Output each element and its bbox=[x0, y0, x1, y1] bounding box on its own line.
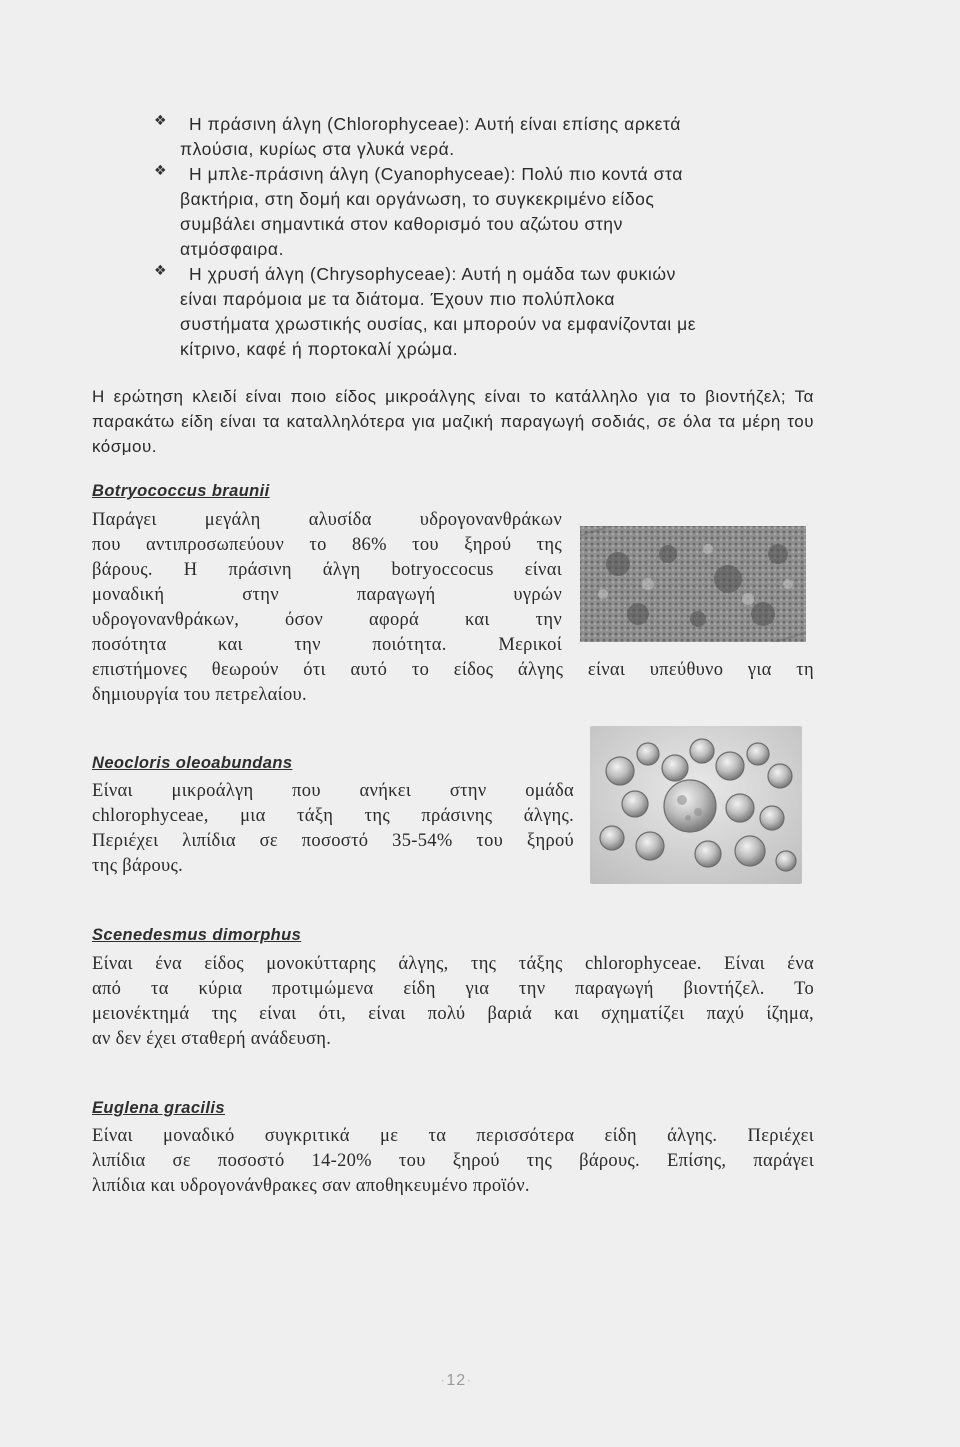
text-line: μοναδική στην παραγωγή υγρών bbox=[92, 585, 562, 605]
neocloris-micrograph-image bbox=[590, 726, 802, 884]
text-line: που αντιπροσωπεύουν το 86% του ξηρού της bbox=[92, 535, 562, 555]
text-line: επιστήμονες θεωρούν ότι αυτό το είδος άλγης είναι υπεύθυνο για τη bbox=[92, 660, 814, 680]
bullet-line: Η χρυσή άλγη (Chrysophyceae): Αυτή η ομάδα των φυκιών bbox=[189, 264, 676, 284]
text-line: υδρογονανθράκων, όσον αφορά και την bbox=[92, 610, 562, 630]
text-line: Είναι μικροάλγη που ανήκει στην ομάδα bbox=[92, 781, 574, 801]
intro-paragraph: Η ερώτηση κλειδί είναι ποιο είδος μικροάλγης είναι το κατάλληλο για το βιοντήζελ; Τα παρακάτω είδη είναι τα καταλληλότερα για μαζική παραγωγή σοδιάς, σε όλα τα μέρη του κόσμου. bbox=[92, 387, 814, 456]
bullet-line: κίτρινο, καφέ ή πορτοκαλί χρώμα. bbox=[180, 339, 459, 359]
bullet-line: είναι παρόμοια με τα διάτομα. Έχουν πιο πολύπλοκα bbox=[180, 289, 616, 309]
page-number-value: 12 bbox=[446, 1372, 467, 1389]
bullet-line: Η μπλε-πράσινη άλγη (Cyanophyceae): Πολύ πιο κοντά στα bbox=[189, 164, 683, 184]
bullet-diamond-icon: ❖ bbox=[154, 163, 167, 179]
text-line: μειονέκτημά της είναι ότι, είναι πολύ βαριά και σχηματίζει παχύ ίζημα, bbox=[92, 1004, 814, 1024]
text-line: Είναι μοναδικό συγκριτικά με τα περισσότερα είδη άλγης. Περιέχει bbox=[92, 1126, 814, 1146]
bullet-diamond-icon: ❖ bbox=[154, 113, 167, 129]
bullet-line: συμβάλει σημαντικά στον καθορισμό του αζώτου στην bbox=[180, 214, 623, 234]
page-number-mark: · bbox=[440, 1372, 447, 1389]
text-line: της βάρους. bbox=[92, 856, 184, 876]
section-heading: Botryococcus braunii bbox=[92, 482, 270, 500]
text-line: λιπίδια και υδρογονάνθρακες σαν αποθηκευμένο προϊόν. bbox=[92, 1176, 530, 1196]
text-line: ποσότητα και την ποιότητα. Μερικοί bbox=[92, 635, 562, 655]
text-line: δημιουργία του πετρελαίου. bbox=[92, 685, 307, 705]
bullet-line: πλούσια, κυρίως στα γλυκά νερά. bbox=[180, 139, 455, 159]
text-line: βάρους. Η πράσινη άλγη botryoccocus είναι bbox=[92, 560, 562, 580]
botryococcus-micrograph-image bbox=[578, 524, 808, 644]
bullet-diamond-icon: ❖ bbox=[154, 263, 167, 279]
section-heading: Neocloris oleoabundans bbox=[92, 754, 293, 772]
text-line: αν δεν έχει σταθερή ανάδευση. bbox=[92, 1029, 332, 1049]
text-line: Είναι ένα είδος μονοκύτταρης άλγης, της τάξης chlorophyceae. Είναι ένα bbox=[92, 954, 814, 974]
section-heading: Scenedesmus dimorphus bbox=[92, 926, 302, 944]
bullet-line: Η πράσινη άλγη (Chlorophyceae): Αυτή είναι επίσης αρκετά bbox=[189, 114, 681, 134]
page-number bbox=[440, 1372, 472, 1390]
text-line: λιπίδια σε ποσοστό 14-20% του ξηρού της βάρους. Επίσης, παράγει bbox=[92, 1151, 814, 1171]
text-line: chlorophyceae, μια τάξη της πράσινης άλγης. bbox=[92, 806, 574, 826]
page-number-mark: · bbox=[466, 1372, 473, 1389]
text-line: από τα κύρια προτιμώμενα είδη για την παραγωγή βιοντήζελ. Το bbox=[92, 979, 814, 999]
bullet-line: ατμόσφαιρα. bbox=[180, 239, 284, 259]
section-heading: Euglena gracilis bbox=[92, 1099, 225, 1117]
bullet-line: βακτήρια, στη δομή και οργάνωση, το συγκεκριμένο είδος bbox=[180, 189, 655, 209]
bullet-line: συστήματα χρωστικής ουσίας, και μπορούν να εμφανίζονται με bbox=[180, 314, 697, 334]
text-line: Παράγει μεγάλη αλυσίδα υδρογονανθράκων bbox=[92, 510, 562, 530]
text-line: Περιέχει λιπίδια σε ποσοστό 35-54% του ξηρού bbox=[92, 831, 574, 851]
